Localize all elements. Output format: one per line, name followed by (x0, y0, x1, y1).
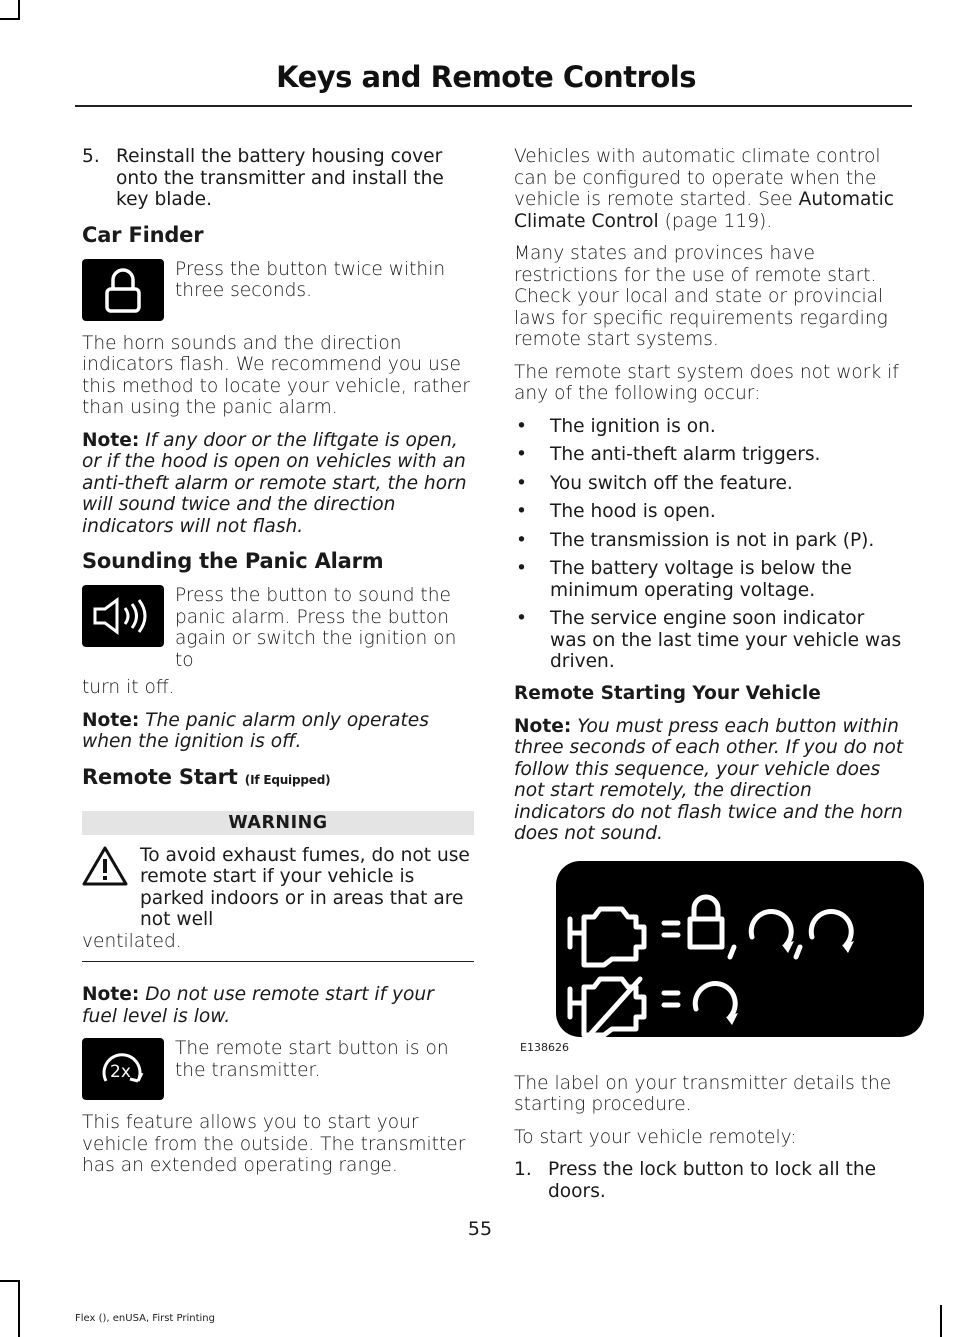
remote-start-arrow-icon (811, 911, 851, 944)
climate-control-paragraph (514, 146, 906, 232)
label-paragraph: The label on your transmitter details the starting procedure. (514, 1072, 892, 1115)
panic-instruction-cont: turn it off. (82, 677, 175, 698)
climate-text: Vehicles with automatic climate control can be configured to operate when the vehicle is remote started. See (514, 146, 881, 210)
list-item (514, 501, 906, 523)
engine-off-icon (570, 979, 644, 1037)
remote-starting-heading: Remote Starting Your Vehicle (514, 682, 821, 704)
warning-triangle-icon (82, 845, 130, 931)
note-text: If any door or the liftgate is open, or if the hood is open on vehicles with an anti-theft alarm or remote start, the horn will sound twice and the direction indicators will not flash. (82, 429, 467, 537)
remote-start-title: Remote Start (82, 764, 238, 789)
car-finder-note (82, 430, 474, 538)
footer-text: Flex (), enUSA, First Printing (75, 1313, 215, 1324)
note-label: Note: (514, 715, 572, 737)
lock-icon (690, 897, 722, 947)
bullet-marker: • (516, 415, 527, 437)
remote-starting-note (514, 716, 906, 845)
horn-speaker-icon (82, 585, 164, 647)
header-rule (75, 105, 912, 107)
bullet-marker: • (516, 472, 527, 494)
crop-mark (18, 0, 20, 20)
remote-start-icon-row (82, 1038, 474, 1100)
svg-text:2x: 2x (110, 1062, 131, 1082)
list-item-text: The ignition is on. (550, 415, 716, 437)
panic-icon-row (82, 585, 474, 671)
transmitter-label-image (556, 861, 924, 1037)
remote-start-heading (82, 765, 474, 789)
lock-icon (82, 259, 164, 321)
left-column (82, 146, 474, 1188)
crop-mark (0, 18, 20, 20)
restrictions-paragraph: Many states and provinces have restrictions for the use of remote start. Check your local and state or provincial laws for specific requirements regarding remote start systems. (514, 243, 888, 350)
conditions-list (514, 416, 906, 673)
warning-body (82, 845, 474, 931)
remote-start-note (82, 984, 474, 1027)
list-item-text: The service engine soon indicator was on the last time your vehicle was driven. (550, 608, 902, 672)
panic-heading: Sounding the Panic Alarm (82, 549, 384, 573)
bullet-marker: • (516, 529, 527, 551)
list-item-text: The transmission is not in park (P). (550, 529, 875, 551)
list-item-text: You switch off the feature. (550, 472, 793, 494)
page-ref: (page 119). (658, 210, 773, 232)
warning-text-cont: ventilated. (82, 930, 182, 952)
remote-start-instruction: The remote start button is on the transmitter. (175, 1038, 449, 1081)
step-text: Press the lock button to lock all the doors. (548, 1159, 877, 1202)
transmitter-label-figure (514, 861, 906, 1054)
note-text: The panic alarm only operates when the ignition is off. (82, 709, 429, 752)
warning-rule (82, 961, 474, 962)
list-item (514, 530, 906, 552)
bullet-marker: • (516, 608, 527, 629)
note-label: Note: (82, 429, 140, 451)
step-number: 5. (82, 146, 100, 167)
list-item (514, 473, 906, 495)
if-equipped-label: (If Equipped) (244, 772, 331, 787)
bullet-marker: • (516, 558, 527, 579)
remote-start-2x-icon (82, 1038, 164, 1100)
warning-header: WARNING (82, 811, 474, 835)
list-item (514, 608, 906, 673)
note-text: Do not use remote start if your fuel level is low. (82, 984, 434, 1027)
crop-mark (18, 1280, 20, 1337)
engine-icon (570, 909, 644, 965)
step-5 (82, 146, 474, 211)
step-1 (514, 1159, 906, 1202)
list-item (514, 444, 906, 466)
note-label: Note: (82, 984, 140, 1005)
warning-text: To avoid exhaust fumes, do not use remote start if your vehicle is parked indoors or in areas that are not well (140, 844, 470, 930)
list-item-text: The hood is open. (550, 501, 716, 522)
car-finder-body: The horn sounds and the direction indicators flash. We recommend you use this method to locate your vehicle, rather than using the panic alarm. (82, 332, 470, 418)
remote-start-arrow-icon (695, 983, 735, 1016)
start-remotely-intro: To start your vehicle remotely: (514, 1126, 797, 1148)
climate-control-link[interactable]: Automatic Climate Control (514, 189, 895, 232)
page-number: 55 (467, 1218, 493, 1240)
list-item-text: The anti-theft alarm triggers. (550, 444, 821, 465)
list-item (514, 416, 906, 438)
panic-note (82, 710, 474, 753)
step-number: 1. (514, 1159, 532, 1180)
note-label: Note: (82, 709, 140, 731)
remote-start-body: This feature allows you to start your vehicle from the outside. The transmitter has an extended operating range. (82, 1112, 466, 1176)
note-text: You must press each button within three seconds of each other. If you do not follow this sequence, your vehicle does not start remotely, the direction indicators do not flash twice and the horn does not sound. (514, 715, 904, 844)
panic-instruction: Press the button to sound the panic alarm. Press the button again or switch the ignition on to (175, 585, 457, 671)
right-column (514, 146, 906, 1213)
bullet-marker: • (516, 501, 527, 522)
crop-mark (0, 1280, 20, 1282)
list-item (514, 558, 906, 601)
step-text: Reinstall the battery housing cover onto the transmitter and install the key blade. (116, 146, 444, 210)
car-finder-icon-row (82, 259, 474, 321)
crop-mark (940, 1305, 942, 1337)
remote-start-arrow-icon (751, 911, 791, 944)
conditions-intro: The remote start system does not work if any of the following occur: (514, 361, 899, 404)
figure-code: E138626 (520, 1040, 569, 1054)
car-finder-heading: Car Finder (82, 222, 204, 247)
page-header-title: Keys and Remote Controls (276, 60, 696, 94)
car-finder-instruction: Press the button twice within three seconds. (175, 258, 446, 301)
list-item-text: The battery voltage is below the minimum operating voltage. (550, 558, 852, 601)
bullet-marker: • (516, 444, 527, 465)
